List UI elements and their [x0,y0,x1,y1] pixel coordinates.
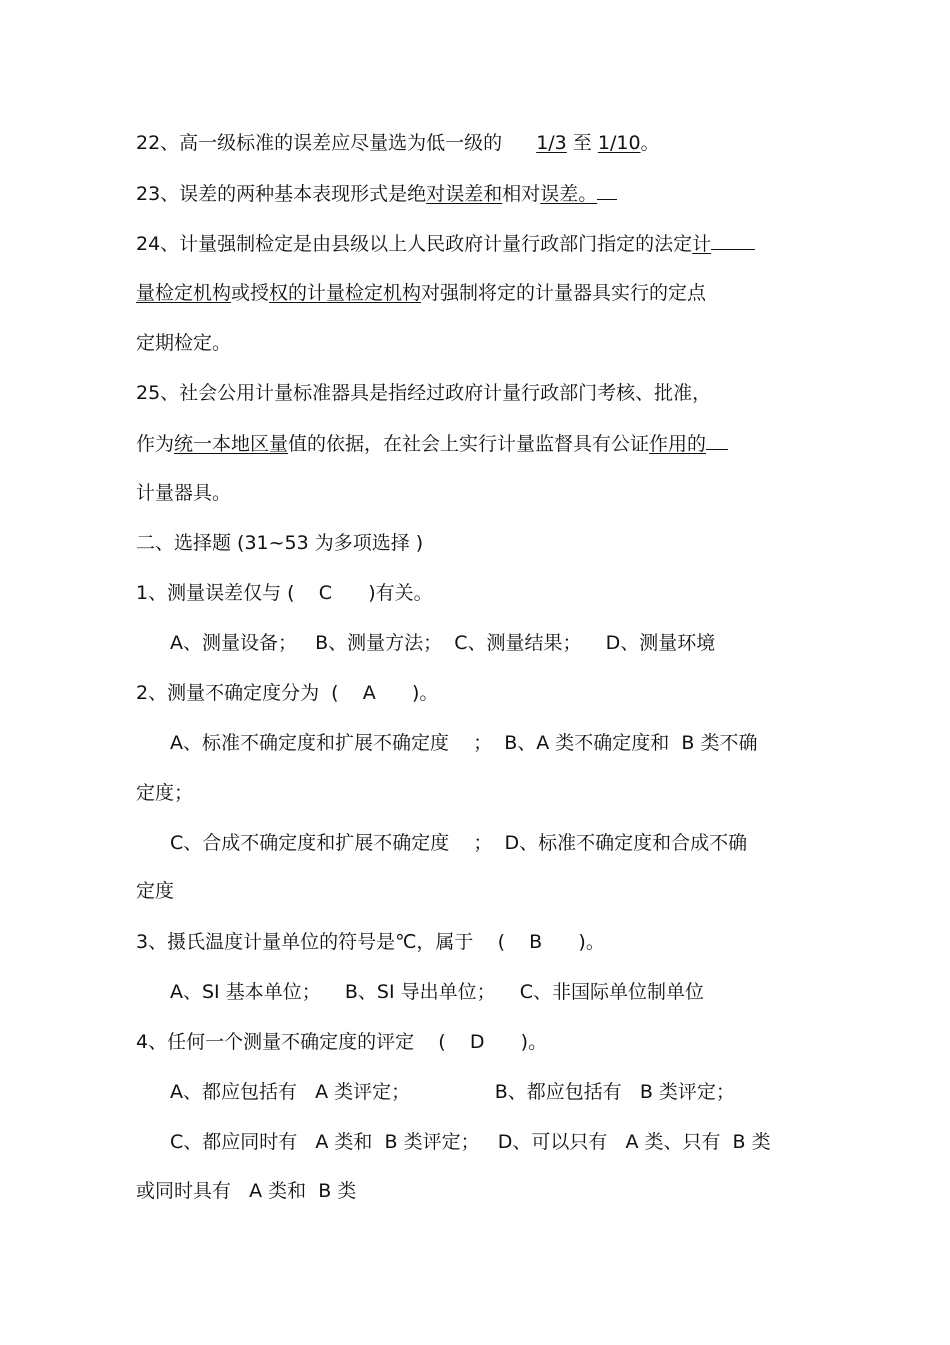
q25-line-2: 作为统一本地区量值的依据，在社会上实行计量监督具有公证作用的 [136,431,728,456]
choice-2-option-line-1: A、标准不确定度和扩展不确定度 ； B、A 类不确定度和 B 类不确 [170,732,758,754]
choice-2-option-line-2: C、合成不确定度和扩展不确定度 ； D、标准不确定度和合成不确 [170,832,748,854]
choice-4-question: 4、任何一个测量不确定度的评定 ( D )。 [136,1031,548,1053]
choice-2-question: 2、测量不确定度分为 ( A )。 [136,682,439,704]
q23-answer-1: 对误差和 [426,183,503,205]
choice-2-option-line-1b: 定度； [136,782,194,804]
choice-2-option-line-2b: 定度 [136,880,175,902]
q22-answer-2: 1/10 [597,132,641,154]
q22: 22、高一级标准的误差应尽量选为低一级的 1/3 至 1/10。 [136,132,660,154]
choice-1-options: A、测量设备； B、测量方法； C、测量结果； D、测量环境 [170,632,716,654]
q24-line-1: 24、计量强制检定是由县级以上人民政府计量行政部门指定的法定计 [136,231,755,256]
q24-line-2: 量检定机构或授权的计量检定机构对强制将定的计量器具实行的定点 [136,282,707,304]
q23-blank [597,181,617,200]
choice-3-question: 3、摄氏温度计量单位的符号是℃，属于 ( B )。 [136,931,605,953]
choice-4-option-line-1: A、都应包括有 A 类评定； B、都应包括有 B 类评定； [170,1081,735,1103]
q22-answer-1: 1/3 [536,132,567,154]
choice-4-option-line-2: C、都应同时有 A 类和 B 类评定； D、可以只有 A 类、只有 B 类 [170,1131,771,1153]
q24-line-3: 定期检定。 [136,332,232,354]
choice-3-options: A、SI 基本单位； B、SI 导出单位； C、非国际单位制单位 [170,981,705,1003]
q25-line-1: 25、社会公用计量标准器具是指经过政府计量行政部门考核、批准， [136,382,712,404]
q23: 23、误差的两种基本表现形式是绝对误差和相对误差。 [136,181,617,206]
choice-4-option-line-2b: 或同时具有 A 类和 B 类 [136,1180,357,1202]
q23-answer-2: 误差。 [540,183,598,205]
q25-line-3: 计量器具。 [136,482,232,504]
section-title: 二、选择题 (31~53 为多项选择 ) [136,532,424,554]
choice-1-question: 1、测量误差仅与 ( C )有关。 [136,582,433,604]
